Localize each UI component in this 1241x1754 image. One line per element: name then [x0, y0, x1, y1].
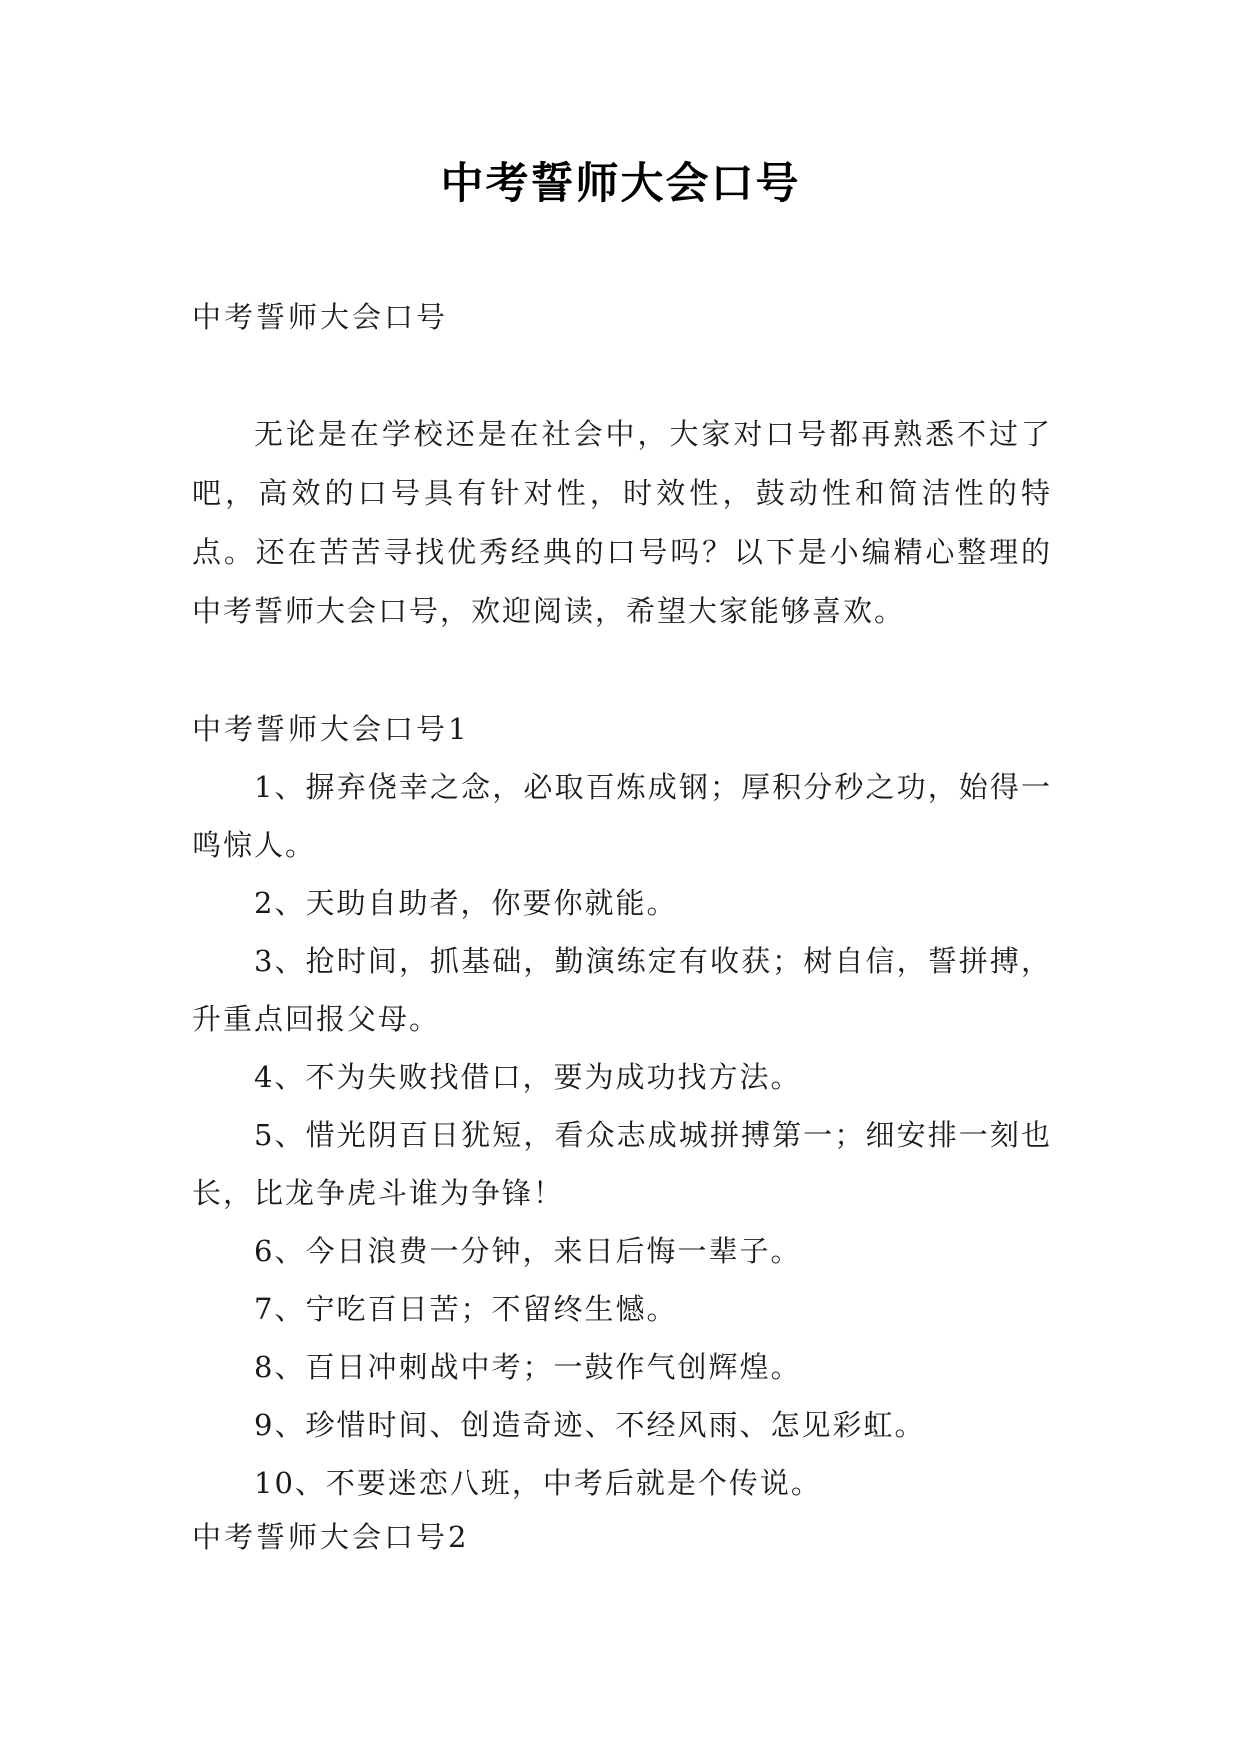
- intro-paragraph: 无论是在学校还是在社会中，大家对口号都再熟悉不过了吧，高效的口号具有针对性，时效性，鼓动性和简洁性的特点。还在苦苦寻找优秀经典的口号吗？以下是小编精心整理的中考誓师大会口号，欢迎阅读，希望大家能够喜欢。: [192, 417, 1052, 628]
- document-subtitle: 中考誓师大会口号: [192, 300, 449, 334]
- section-heading-2: 中考誓师大会口号2: [192, 1520, 470, 1554]
- slogan-item: 5、惜光阴百日犹短，看众志成城拼搏第一；细安排一刻也长，比龙争虎斗谁为争锋！: [192, 1118, 1052, 1210]
- page-title: 中考誓师大会口号: [440, 159, 801, 209]
- slogan-item: 7、宁吃百日苦；不留终生憾。: [254, 1292, 678, 1326]
- slogan-item: 9、珍惜时间、创造奇迹、不经风雨、怎见彩虹。: [254, 1408, 926, 1442]
- slogan-item: 2、天助自助者，你要你就能。: [254, 886, 678, 920]
- slogan-item: 1、摒弃侥幸之念，必取百炼成钢；厚积分秒之功，始得一鸣惊人。: [192, 770, 1052, 862]
- slogan-item: 8、百日冲刺战中考；一鼓作气创辉煌。: [254, 1350, 802, 1384]
- slogan-list: [192, 758, 1052, 1512]
- slogan-item: 3、抢时间，抓基础，勤演练定有收获；树自信，誓拼搏，升重点回报父母。: [192, 944, 1052, 1036]
- section-heading-1: 中考誓师大会口号1: [192, 712, 470, 746]
- slogan-item: 4、不为失败找借口，要为成功找方法。: [254, 1060, 802, 1094]
- slogan-item: 6、今日浪费一分钟，来日后悔一辈子。: [254, 1234, 802, 1268]
- slogan-item: 10、不要迷恋八班，中考后就是个传说。: [254, 1466, 822, 1500]
